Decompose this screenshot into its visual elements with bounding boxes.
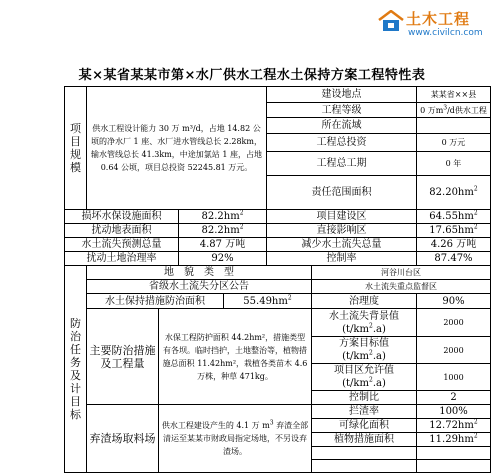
treatment-label: 治理度 [312,294,417,309]
overview-row-value: 0 万元 [417,134,491,152]
overview-description: 供水工程设计能力 30 万 m³/d，占地 14.82 公顷的净水厂 1 座、水厂进水管线总长 2.28km，输水管线总长 41.3km，中途加氯站 1 座，占地 0.64 公顷，项目总投资 52245.81 万元。 [87,87,267,210]
overview-row-label: 所在流域 [267,118,417,134]
spoil-row-value [417,460,491,473]
area-label: 水土保持措施防治面积 [87,294,224,309]
target-row-label: 方案目标值 $(t/km^2.a)$ [312,337,417,364]
pair-label-b: 减少水土流失总量 [267,238,417,252]
overview-row-value: 0 万$m^3/d$供水工程 [417,103,491,118]
overview-row-label: 工程总工期 [267,152,417,176]
document-title: 某×某省某某市第×水厂供水工程水土保持方案工程特性表 [78,68,426,83]
overview-row-value [417,118,491,134]
logo-title: 土木工程 [406,10,471,28]
house-window [388,23,394,28]
main-measures-description: 水保工程防护面积 44.2hm²，措施类型有各坝。临时挡护，土地整治等，植物措施总面积 11.42hm²，栽植各类苗木 4.6 万株，种草 471kg。 [159,309,312,405]
target-row-value: 2000 [417,337,491,364]
target-row-value: 2000 [417,309,491,337]
spoil-row-value [417,447,491,460]
spoil-row-label: 拦渣率 [312,405,417,419]
main-measures-label: 主要防治措施及工程量 [87,309,159,405]
site-logo [378,6,496,40]
spoil-row-label [312,447,417,460]
terrain-label: 地 貌 类 型 [87,266,312,280]
spoil-row-label [312,460,417,473]
overview-row-label: 建设地点 [267,87,417,103]
target-row-value: 1000 [417,364,491,391]
area-value: $55.49hm^2$ [224,294,312,309]
terrain-value: 河谷川台区 [312,266,491,280]
pair-value-a: $82.2hm^2$ [179,224,267,238]
treatment-value: 90% [417,294,491,309]
overview-row-value: $82.20hm^2$ [417,176,491,210]
pair-value-b: 4.26 万吨 [417,238,491,252]
pair-value-a: 92% [179,252,267,266]
pair-label-a: 扰动地表面积 [65,224,179,238]
overview-row-label: 工程总投资 [267,134,417,152]
zone-label: 省级水土流失分区公告 [87,280,312,294]
overview-row-label: 责任范围面积 [267,176,417,210]
overview-row-value: 0 年 [417,152,491,176]
target-row-label: 水土流失背景值 $(t/km^2.a)$ [312,309,417,337]
pair-value-b: $17.65hm^2$ [417,224,491,238]
pair-value-b: 87.47% [417,252,491,266]
pair-label-b: 项目建设区 [267,210,417,224]
overview-label: 项目规模 [65,87,87,210]
target-row-label: 项目区允许值 $(t/km^2.a)$ [312,364,417,391]
pair-label-b: 直接影响区 [267,224,417,238]
overview-row-value: 某某省××县 [417,87,491,103]
pair-label-b: 控制率 [267,252,417,266]
targets-label: 防治任务及计目标 [65,266,87,473]
target-row-label: 控制比 [312,391,417,405]
spoil-row-value: $12.72hm^2$ [417,419,491,433]
pair-label-a: 水土流失预测总量 [65,238,179,252]
zone-value: 水土流失重点监督区 [312,280,491,294]
spoil-row-value: $11.29hm^2$ [417,433,491,447]
pair-value-a: 4.87 万吨 [179,238,267,252]
spoil-row-label: 植物措施面积 [312,433,417,447]
house-icon [378,10,404,32]
spoil-label: 弃渣场取料场 [87,405,159,473]
spoil-description: 供水工程建设产生的 4.1 万 $m^3$ 弃渣全部清运至某某市财政局指定场地，不另设弃渣场。 [159,405,312,473]
pair-value-b: $64.55hm^2$ [417,210,491,224]
roof-shape [379,11,403,20]
characteristics-table [64,86,491,473]
pair-label-a: 损坏水保设施面积 [65,210,179,224]
spoil-row-value: 100% [417,405,491,419]
spoil-row-label: 可绿化面积 [312,419,417,433]
logo-url[interactable]: www.civilcn.com [408,28,483,38]
overview-row-label: 工程等级 [267,103,417,118]
pair-label-a: 扰动土地治理率 [65,252,179,266]
pair-value-a: $82.2hm^2$ [179,210,267,224]
target-row-value: 2 [417,391,491,405]
